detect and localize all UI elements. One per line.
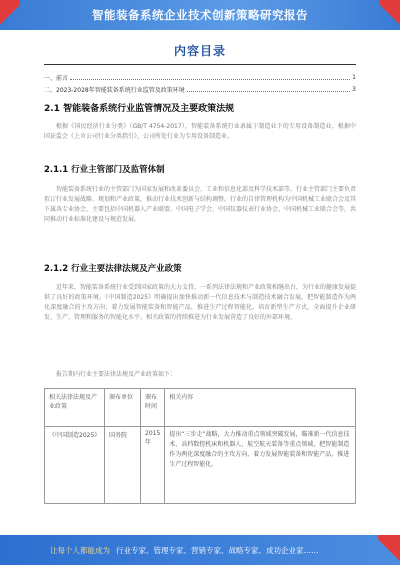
toc-item-2[interactable] bbox=[44, 84, 356, 94]
header-accent-right bbox=[380, 0, 400, 30]
section-2-1-2-paragraph: 近年来，智能装备系统行业受到国家政策的大力支持，一系列法律法规和产业政策相继出台，为行业的健康发展提供了良好的政策环境。《中国制造2025》明确提出加快推动新一代信息技术与制造技术融合发展，把智能制造作为两化深度融合的主攻方向；着力发展智能装备和智能产品，推进生产过程智能化，培育新型生产方式，全面提升企业研发、生产、管理和服务的智能化水平。相关政策的持续推进为行业发展营造了良好的外部环境。 bbox=[44, 284, 356, 321]
section-heading-2-1: 2.1 智能装备系统行业监管情况及主要政策法规 bbox=[44, 104, 235, 114]
toc-leader-dots bbox=[187, 87, 350, 92]
toc-item-page: 3 bbox=[352, 85, 356, 93]
table-cell-name: 《中国制造2025》 bbox=[45, 427, 105, 504]
footer-roles-text: 行业专家、管理专家、营销专家、战略专家、成功企业家…… bbox=[116, 545, 319, 555]
section-heading-2-1-2: 2.1.2 行业主要法律法规及产业政策 bbox=[44, 264, 182, 274]
table-cell-issuer: 国务院 bbox=[105, 427, 141, 504]
toc-divider bbox=[44, 64, 356, 65]
report-header-bar bbox=[0, 0, 400, 30]
header-accent-left bbox=[0, 0, 20, 30]
table-header-cell: 颁布单位 bbox=[105, 389, 141, 427]
footer-lead-text: 让每个人都能成为 bbox=[50, 545, 110, 555]
table-cell-content bbox=[165, 427, 356, 504]
table-row bbox=[45, 427, 356, 504]
report-title: 智能装备系统企业技术创新策略研究报告 bbox=[92, 8, 308, 22]
toc-item-1[interactable] bbox=[44, 72, 356, 82]
footer-accent bbox=[378, 535, 400, 565]
toc-leader-dots bbox=[70, 75, 350, 80]
table-header-row bbox=[45, 389, 356, 427]
footer-bar bbox=[0, 535, 400, 565]
section-heading-2-1-1: 2.1.1 行业主管部门及监管体制 bbox=[44, 165, 165, 175]
table-cell-year: 2015年 bbox=[141, 427, 165, 504]
table-header-cell: 颁布时间 bbox=[141, 389, 165, 427]
section-2-1-1-paragraph: 智能装备系统行业的主管部门为国家发展和改革委员会、工业和信息化部及科学技术部等，行业主管部门主要负责拟订行业发展战略、规划和产业政策，推动行业技术创新与结构调整。行业的自律管理机构为中国机械工业联合会及其下属各专业协会，主要包括中国机器人产业联盟、中国电子学会、中国仪器仪表行业协会、中国机械工业联合会等，共同推动行业标准化建设与规范发展。 bbox=[44, 186, 356, 223]
toc-title: 内容目录 bbox=[173, 44, 226, 58]
policy-table bbox=[44, 388, 356, 504]
toc-item-page: 1 bbox=[352, 73, 356, 81]
table-header-cell: 相关内容 bbox=[165, 389, 356, 427]
toc-item-label: 一、前言 bbox=[44, 74, 69, 82]
table-intro-text: 报告期内行业主要法律法规及产业政策如下： bbox=[56, 371, 177, 378]
toc-item-label: 二、2023-2028年智能装备系统行业监管及政策环境 bbox=[44, 86, 185, 94]
table-cell-content-text: 提出“三步走”战略，大力推动重点领域突破发展，瞄准新一代信息技术、高档数控机床和机器人、航空航天装备等重点领域，把智能制造作为两化深度融合的主攻方向，着力发展智能装备和智能产品，推进生产过程智能化。 bbox=[169, 431, 350, 468]
section-2-1-paragraph: 根据《国民经济行业分类》（GB/T 4754-2017），智能装备系统行业隶属于制造业下的专用设备制造业。根据中国证监会《上市公司行业分类指引》，公司所处行业为专用设备制造业。 bbox=[44, 123, 356, 140]
table-header-cell: 相关法律法规及产业政策 bbox=[45, 389, 105, 427]
